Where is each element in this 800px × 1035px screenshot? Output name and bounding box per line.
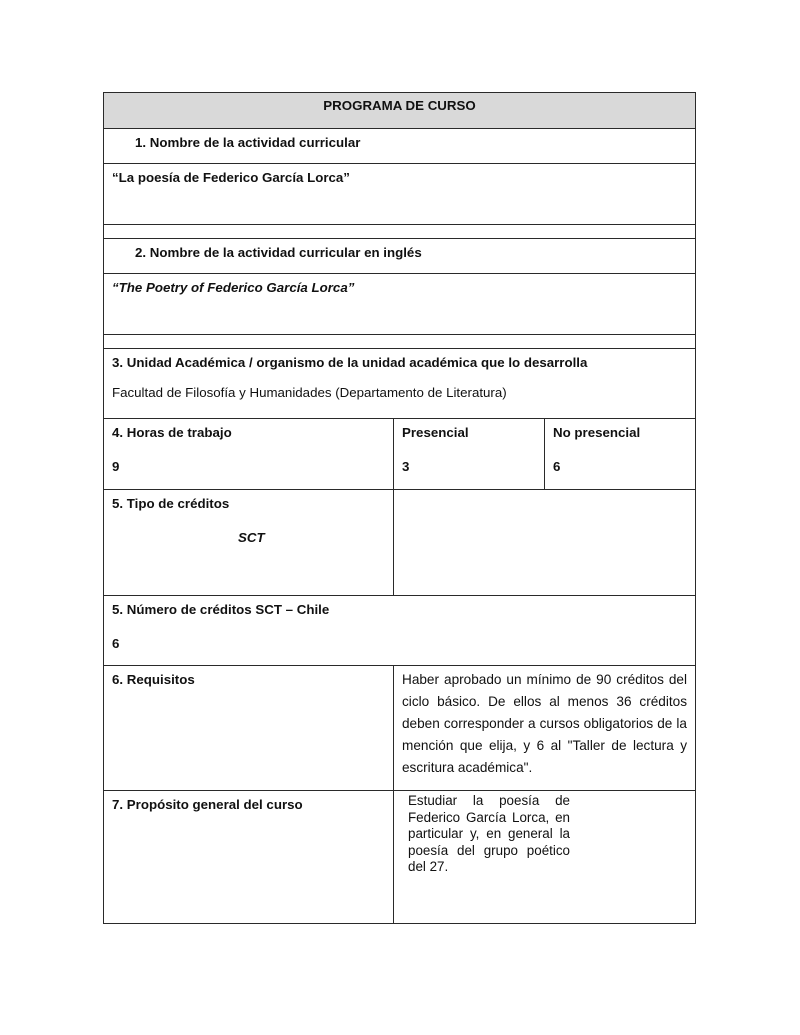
section-1-label: 1. Nombre de la actividad curricular (103, 128, 696, 164)
section-5a-label: 5. Tipo de créditos (112, 496, 230, 511)
section-5-credits-number-cell (103, 595, 696, 666)
spacer-row (103, 334, 696, 349)
section-1-value: “La poesía de Federico García Lorca” (103, 163, 696, 225)
section-2-label: 2. Nombre de la actividad curricular en inglés (103, 238, 696, 274)
section-6-label: 6. Requisitos (103, 665, 394, 791)
section-4-total: 9 (112, 459, 120, 474)
spacer-row (103, 224, 696, 239)
presencial-label: Presencial (402, 425, 469, 440)
section-7-value-cell (393, 790, 696, 924)
section-5-credit-type-cell (103, 489, 394, 596)
empty-cell (393, 489, 696, 596)
section-6-value: Haber aprobado un mínimo de 90 créditos del ciclo básico. De ellos al menos 36 créditos deben corresponder a cursos obligatorios de la mención que elija, y 6 al "Taller de lectura y escritura académica". (402, 672, 687, 775)
table-title: PROGRAMA DE CURSO (103, 92, 696, 129)
no-presencial-label: No presencial (553, 425, 641, 440)
section-7-value: Estudiar la poesía de Federico García Lorca, en particular y, en general la poesía del grupo poético del 27. (408, 793, 570, 874)
section-5b-label: 5. Número de créditos SCT – Chile (112, 602, 330, 617)
section-2-value: “The Poetry of Federico García Lorca” (103, 273, 696, 335)
section-4-hours-cell (103, 418, 394, 490)
section-3-cell (103, 348, 696, 419)
no-presencial-value: 6 (553, 459, 561, 474)
section-5a-value: SCT (238, 530, 265, 545)
section-4-presencial-cell (393, 418, 545, 490)
presencial-value: 3 (402, 459, 410, 474)
section-3-label: 3. Unidad Académica / organismo de la unidad académica que lo desarrolla (112, 355, 588, 370)
section-4-no-presencial-cell (544, 418, 696, 490)
section-6-value-cell (393, 665, 696, 791)
section-3-value: Facultad de Filosofía y Humanidades (Departamento de Literatura) (112, 385, 507, 400)
section-5b-value: 6 (112, 636, 120, 651)
section-4-label: 4. Horas de trabajo (112, 425, 232, 440)
course-program-table (103, 92, 696, 924)
section-7-label: 7. Propósito general del curso (103, 790, 394, 924)
